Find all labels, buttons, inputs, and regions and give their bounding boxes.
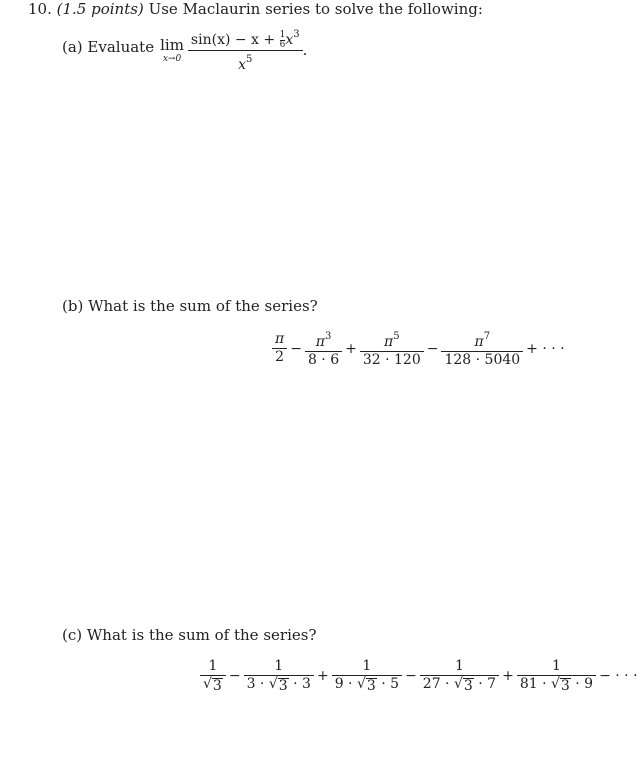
numerator-text: sin(x) − x + [190,32,276,48]
term-num: π [474,334,484,350]
limit-operator [160,36,184,64]
term-den: 2 [275,349,285,365]
series-b-op-4: + · · · [526,340,565,357]
term-den: 32 · 120 [362,352,421,368]
part-c-question: (c) What is the sum of the series? [62,626,317,644]
sqrt-symbol: √ 3 [203,676,222,694]
series-b-op-1: − [290,340,302,357]
series-b-term-1 [272,331,287,366]
term-num: 1 [454,658,464,674]
term-num: π [384,334,394,350]
sqrt-arg: 3 [278,678,288,694]
series-c-op-2: + [316,668,329,684]
series-b [272,328,568,369]
term-post: · 5 [381,676,400,692]
term-den: 128 · 5040 [444,352,521,368]
term-pre: 27 · [422,676,450,692]
term-num: 1 [551,658,561,674]
series-c-op-3: − [405,668,417,684]
series-b-term-2 [305,328,342,369]
term-post: · 9 [575,676,594,692]
term-den: 8 · 6 [307,352,340,368]
term-post: · 7 [478,676,497,692]
problem-number: 10. [28,0,52,18]
sqrt-symbol: √ 3 [356,676,376,694]
sqrt-arg: 3 [463,678,473,694]
series-c-term-2 [244,658,314,694]
term-exp: 7 [483,331,491,342]
lim-text: lim [160,35,184,54]
sqrt-symbol: √ 3 [453,676,473,694]
problem-points: (1.5 points) [56,0,144,18]
series-b-term-3 [360,328,424,369]
limit-fraction [188,26,303,74]
term-num: 1 [208,658,218,674]
sqrt-arg: 3 [212,678,222,694]
x-cubed-exp: 3 [293,29,300,40]
part-b-question: (b) What is the sum of the series? [62,297,318,315]
problem-instruction: Use Maclaurin series to solve the following: [148,0,483,18]
series-c-term-3 [332,658,402,694]
series-b-op-3: − [426,340,439,357]
term-num: 1 [274,658,284,674]
lim-subscript: x→0 [162,53,182,64]
sqrt-symbol: √ 3 [268,676,288,694]
series-c-term-4 [420,658,499,694]
sqrt-arg: 3 [560,678,570,694]
term-num: 1 [362,658,372,674]
x-cubed-base: x [285,32,294,48]
term-exp: 5 [393,331,400,342]
series-c-term-5 [517,658,596,694]
series-c [200,658,641,694]
part-a [62,26,307,74]
series-b-term-4 [441,328,523,369]
limit-denominator [235,51,255,74]
term-pre: 9 · [334,676,353,692]
sqrt-arg: 3 [366,678,376,694]
term-exp: 3 [324,331,332,342]
problem-header [28,0,483,18]
term-pre: 3 · [246,676,265,692]
series-c-term-1 [200,658,226,694]
term-num: π [315,334,325,350]
series-c-op-5: − · · · [599,668,638,684]
series-c-op-1: − [228,668,241,684]
limit-numerator [188,26,303,50]
term-post: · 3 [293,676,311,692]
x-fifth-exp: 5 [246,53,253,65]
one-sixth-den: 6 [279,39,286,50]
series-c-op-4: + [502,668,514,684]
series-b-op-2: + [345,340,357,357]
one-sixth-num: 1 [279,29,286,40]
term-num: π [275,331,285,347]
sqrt-symbol: √ 3 [550,676,570,694]
x-fifth-base: x [238,56,247,73]
part-a-period: . [302,40,308,59]
term-pre: 81 · [519,676,547,692]
part-a-label: (a) Evaluate [62,37,155,56]
